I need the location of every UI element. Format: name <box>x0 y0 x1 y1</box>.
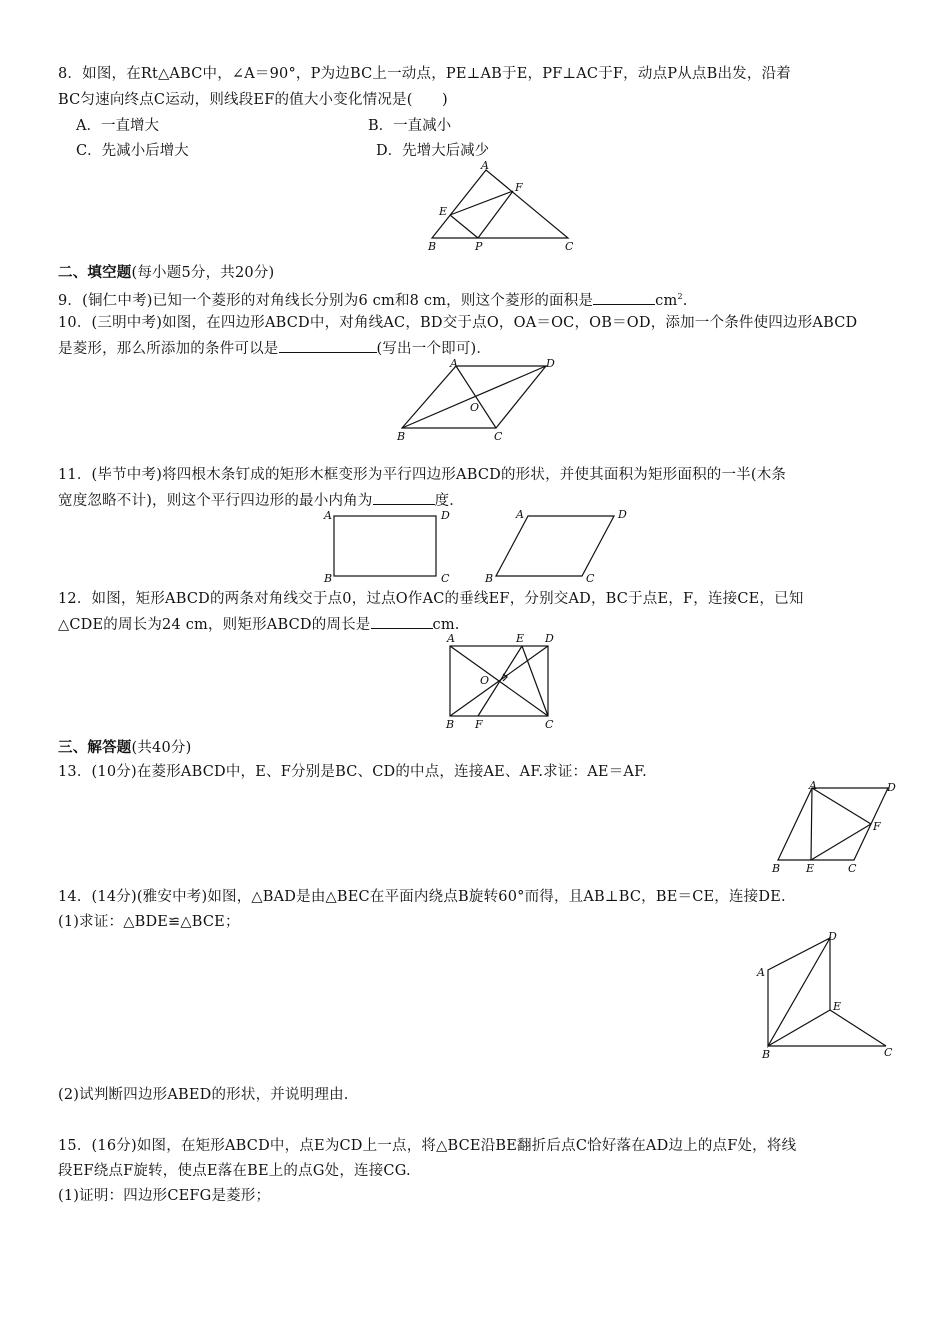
q12-answer-blank[interactable] <box>371 614 433 629</box>
q12-line1: 12．如图，矩形ABCD的两条对角线交于点0，过点O作AC的垂线EF，分别交AD，BC于点E，F，连接CE，已知 <box>58 591 804 607</box>
q11-rect-label-d: D <box>441 509 450 522</box>
q11-para-label-a: A <box>516 508 524 521</box>
q12-label-a: A <box>447 632 455 645</box>
section-fill-blank-heading <box>58 263 274 283</box>
q12-label-o: O <box>480 674 490 687</box>
section-3-title: 三、解答题 <box>58 739 132 756</box>
q11-para-label-d: D <box>618 508 627 521</box>
q15-line1: 15．(16分)如图，在矩形ABCD中，点E为CD上一点，将△BCE沿BE翻折后点C恰好落在AD边上的点F处，将线 <box>58 1138 797 1154</box>
q12-text-end: cm. <box>432 617 460 633</box>
q14-label-e: E <box>833 1000 842 1013</box>
q13-rhombus-figure <box>766 778 900 876</box>
q9-line <box>58 287 688 311</box>
q14-segment-ec <box>830 1010 886 1046</box>
q11-rect-label-c: C <box>441 572 450 585</box>
q13-label-b: B <box>772 862 781 875</box>
q10-text-end: (写出一个即可)． <box>376 341 492 357</box>
q8-label-f: F <box>515 181 523 194</box>
q8-label-c: C <box>565 240 574 253</box>
q14-label-b: B <box>762 1048 771 1061</box>
q13-label-c: C <box>848 862 857 875</box>
q10-line1: 10．(三明中考)如图，在四边形ABCD中，对角线AC，BD交于点O，OA＝OC，OB＝OD，添加一个条件使四边形ABCD <box>58 315 858 331</box>
section-3-note: (共40分) <box>131 740 192 756</box>
q10-quadrilateral-figure <box>390 356 566 444</box>
q10-diagonal-bd <box>402 366 546 428</box>
q11-parallelogram-figure <box>482 506 632 586</box>
q8-triangle-abc <box>432 170 568 238</box>
q8-segment-ep <box>450 215 478 238</box>
q8-option-a: A．一直增大 <box>76 118 159 134</box>
q14-line: 14．(14分)(雅安中考)如图，△BAD是由△BEC在平面内绕点B旋转60°而得，且AB⊥BC，BE＝CE，连接DE. <box>58 889 786 905</box>
q14-part1: (1)求证：△BDE≌△BCE； <box>58 914 240 930</box>
q11-rectangle-abcd <box>334 516 436 576</box>
q10-label-o: O <box>470 401 480 414</box>
q14-part2: (2)试判断四边形ABED的形状，并说明理由. <box>58 1087 349 1103</box>
q10-diagonal-ac <box>456 366 496 428</box>
q13-rhombus-abcd <box>778 788 888 860</box>
q14-label-a: A <box>757 966 765 979</box>
q13-label-f: F <box>873 820 881 833</box>
section-2-title: 二、填空题 <box>58 264 132 281</box>
q13-segment-ae <box>811 788 812 860</box>
q8-triangle-figure <box>420 158 590 256</box>
q13-label-a: A <box>809 779 817 792</box>
q8-label-a: A <box>481 159 489 172</box>
q9-unit-sup: 2 <box>677 292 683 301</box>
q11-rectangle-figure <box>320 506 450 586</box>
section-solve-heading <box>58 738 191 758</box>
q11-text-end: 度． <box>434 493 464 509</box>
q11-para-label-c: C <box>586 572 595 585</box>
q12-line2 <box>58 614 460 635</box>
q8-option-c: C．先减小后增大 <box>76 143 189 159</box>
q12-label-c: C <box>545 718 554 730</box>
q12-rectangle-figure <box>440 630 564 730</box>
q12-label-f: F <box>475 718 483 730</box>
q9-text: 9．(铜仁中考)已知一个菱形的对角线长分别为6 cm和8 cm，则这个菱形的面积是 <box>58 292 594 309</box>
q10-label-b: B <box>397 430 406 443</box>
q13-line: 13．(10分)在菱形ABCD中，E、F分别是BC、CD的中点，连接AE、AF.求证：AE＝AF. <box>58 764 647 780</box>
q8-label-b: B <box>428 240 437 253</box>
q13-label-d: D <box>887 781 896 794</box>
q12-label-e: E <box>516 632 525 645</box>
q8-label-p: P <box>475 240 483 253</box>
q10-text: 是菱形，那么所添加的条件可以是 <box>58 341 279 357</box>
q10-label-a: A <box>450 357 458 370</box>
q8-line2: BC匀速向终点C运动，则线段EF的值大小变化情况是( ) <box>58 92 448 108</box>
q10-answer-blank[interactable] <box>279 338 377 353</box>
q12-label-d: D <box>545 632 554 645</box>
q13-segment-af <box>812 788 871 824</box>
q9-end: . <box>682 292 688 309</box>
q14-rotation-figure <box>752 928 902 1062</box>
q10-label-d: D <box>546 357 555 370</box>
q10-label-c: C <box>494 430 503 443</box>
q14-label-c: C <box>884 1046 893 1059</box>
q11-parallelogram-abcd <box>496 516 614 576</box>
q8-option-d: D．先增大后减少 <box>376 143 490 159</box>
q8-option-b: B．一直减小 <box>368 118 452 134</box>
q13-label-e: E <box>806 862 815 875</box>
q12-segment-ce <box>522 646 548 716</box>
q11-para-label-b: B <box>485 572 494 585</box>
q14-segment-be <box>768 1010 830 1046</box>
q11-line1: 11．(毕节中考)将四根木条钉成的矩形木框变形为平行四边形ABCD的形状，并使其面积为矩形面积的一半(木条 <box>58 467 787 483</box>
q15-line2: 段EF绕点F旋转，使点E落在BE上的点G处，连接CG. <box>58 1163 411 1179</box>
q14-triangle-bad <box>768 938 830 1046</box>
section-2-note: (每小题5分，共20分) <box>131 265 275 281</box>
q8-label-e: E <box>439 205 448 218</box>
q11-rect-label-b: B <box>324 572 333 585</box>
q12-text: △CDE的周长为24 cm，则矩形ABCD的周长是 <box>58 617 371 633</box>
q9-answer-blank[interactable] <box>593 290 655 305</box>
q8-line1: 8．如图，在Rt△ABC中，∠A＝90°，P为边BC上一动点，PE⊥AB于E，PF⊥AC于F，动点P从点B出发，沿着 <box>58 66 791 82</box>
q11-rect-label-a: A <box>324 509 332 522</box>
q9-unit: cm <box>655 292 678 309</box>
q15-part1: (1)证明：四边形CEFG是菱形； <box>58 1188 271 1204</box>
q14-label-d: D <box>828 930 837 943</box>
q11-text: 宽度忽略不计)，则这个平行四边形的最小内角为 <box>58 493 373 509</box>
q12-label-b: B <box>446 718 455 730</box>
q11-answer-blank[interactable] <box>373 490 435 505</box>
